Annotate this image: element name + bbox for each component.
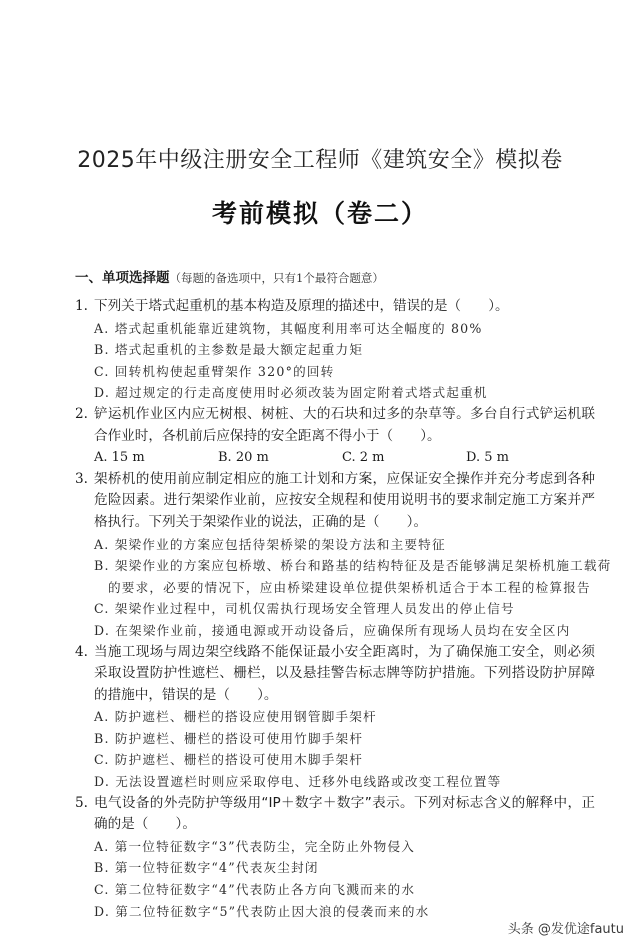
- document-subtitle: 考前模拟（卷二）: [211, 199, 428, 228]
- option-a: A. 15 m: [94, 450, 145, 466]
- option-b: [75, 555, 612, 598]
- question-stem: 当施工现场与周边架空线路不能保证最小安全距离时，为了确保施工安全，则必须采取设置防护性遮栏、栅栏，以及悬挂警告标志牌等防护措施。下列搭设防护屏障的措施中，错误的是（ ）。: [94, 643, 595, 703]
- option-a: A. 架梁作业的方案应包括待架桥梁的架设方法和主要特征: [94, 536, 446, 552]
- section-header: [75, 266, 384, 286]
- option-d: D. 5 m: [466, 450, 509, 466]
- question-5: [75, 793, 595, 923]
- option-b-continuation: 的要求，必要的情况下，应由桥梁建设单位提供架桥机适合于本工程的检算报告: [108, 579, 591, 595]
- watermark: 头条 @发优途fautu: [507, 922, 624, 937]
- option-a: A. 塔式起重机能靠近建筑物，其幅度利用率可达全幅度的 80%: [94, 320, 483, 336]
- question-number: 4.: [75, 643, 88, 660]
- option-d: D. 第二位特征数字“5”代表防止因大浪的侵袭而来的水: [94, 903, 430, 919]
- option-c: C. 架梁作业过程中，司机仅需执行现场安全管理人员发出的停止信号: [94, 601, 515, 617]
- question-stem: 架桥机的使用前应制定相应的施工计划和方案，应保证安全操作并充分考虑到各种危险因素。进行架梁作业前，应按安全规程和使用说明书的要求制定施工方案并严格执行。下列关于架梁作业的说法，正确的是（ ）。: [94, 470, 595, 530]
- question-number: 5.: [75, 794, 88, 811]
- option-b-text: B. 架梁作业的方案应包桥墩、桥台和路基的结构特征及是否能够满足架桥机施工载荷: [94, 558, 612, 574]
- option-b: B. 塔式起重机的主参数是最大额定起重力矩: [94, 342, 364, 358]
- question-list: [75, 296, 612, 922]
- option-a: A. 防护遮栏、栅栏的搭设应使用钢管脚手架杆: [94, 709, 377, 725]
- question-1: [75, 296, 595, 404]
- question-3: [75, 469, 612, 642]
- option-d: D. 超过规定的行走高度使用时必须改装为固定附着式塔式起重机: [94, 385, 488, 401]
- option-d: D. 无法设置遮栏时则应采取停电、迁移外电线路或改变工程位置等: [94, 774, 502, 790]
- document-title: 2025年中级注册安全工程师《建筑安全》模拟卷: [77, 148, 563, 173]
- question-number: 1.: [75, 298, 88, 314]
- question-number: 2.: [75, 405, 88, 422]
- option-b: B. 防护遮栏、栅栏的搭设可使用竹脚手架杆: [94, 730, 364, 746]
- option-c: C. 防护遮栏、栅栏的搭设可使用木脚手架杆: [94, 752, 364, 768]
- question-stem: 铲运机作业区内应无树根、树桩、大的石块和过多的杂草等。多台自行式铲运机联合作业时，各机前后应保持的安全距离不得小于（ ）。: [94, 405, 595, 444]
- option-a: A. 第一位特征数字“3”代表防尘，完全防止外物侵入: [94, 838, 416, 854]
- option-c: C. 2 m: [342, 450, 385, 466]
- option-c: C. 回转机构使起重臂架作 320°的回转: [94, 363, 335, 379]
- question-2: [75, 404, 595, 469]
- option-b: B. 20 m: [218, 450, 269, 466]
- question-4: [75, 642, 595, 793]
- section-note: （每题的备选项中，只有1个最符合题意）: [169, 271, 384, 285]
- question-number: 3.: [75, 470, 88, 487]
- option-b: B. 第一位特征数字“4”代表灰尘封闭: [94, 860, 319, 876]
- question-stem: 电气设备的外壳防护等级用“IP＋数字＋数字”表示。下列对标志含义的解释中，正确的是（ ）。: [94, 794, 595, 833]
- option-d: D. 在架梁作业前，接通电源或开动设备后，应确保所有现场人员均在安全区内: [94, 622, 571, 638]
- section-heading: 一、单项选择题: [75, 270, 170, 286]
- question-stem: 下列关于塔式起重机的基本构造及原理的描述中，错误的是（ ）。: [94, 298, 509, 314]
- option-c: C. 第二位特征数字“4”代表防止各方向飞溅而来的水: [94, 882, 416, 898]
- options-row: [75, 447, 595, 469]
